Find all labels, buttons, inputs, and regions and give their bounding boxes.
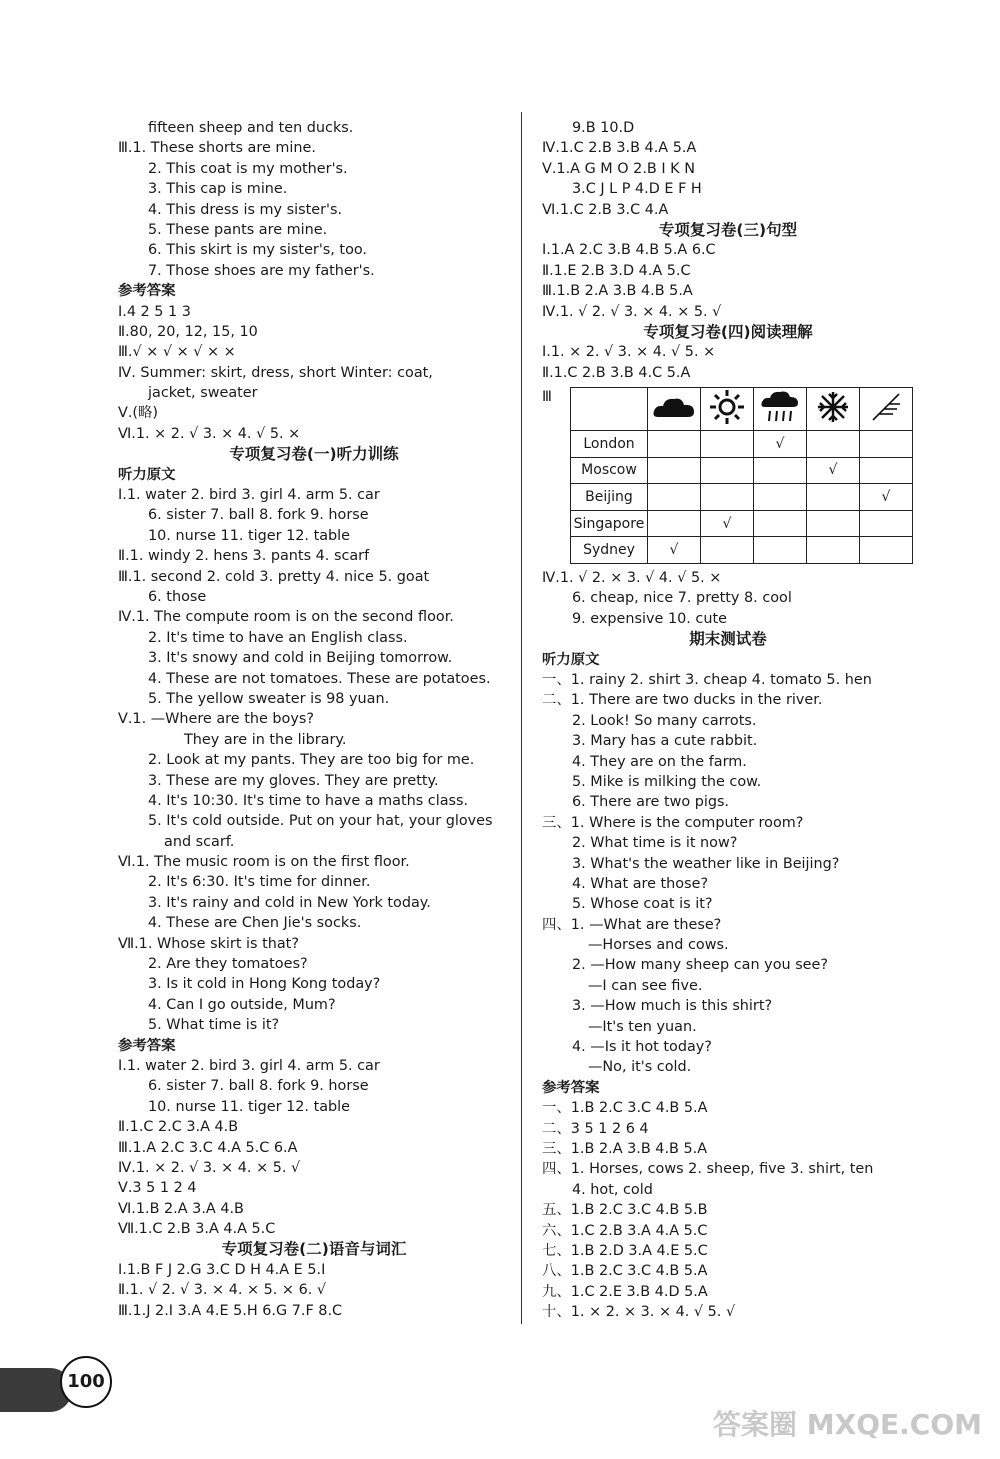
mark-cell <box>754 537 807 564</box>
text-line: 听力原文 <box>542 651 600 668</box>
text-line: Ⅴ.1. —Where are the boys? <box>118 711 314 728</box>
text-line: 4. These are Chen Jie's socks. <box>148 915 362 932</box>
text-line: 3. Mary has a cute rabbit. <box>572 733 758 750</box>
text-line: jacket, sweater <box>148 385 258 402</box>
text-line: 五、1.B 2.C 3.C 4.B 5.B <box>542 1202 708 1219</box>
text-line: Ⅰ.4 2 5 1 3 <box>118 303 191 320</box>
text-line: 听力原文 <box>118 466 176 483</box>
text-line: 九、1.C 2.E 3.B 4.D 5.A <box>542 1283 708 1300</box>
text-line: —No, it's cold. <box>588 1059 692 1076</box>
text-line: 六、1.C 2.B 3.A 4.A 5.C <box>542 1222 708 1239</box>
text-line: 6. There are two pigs. <box>572 794 730 811</box>
text-line: They are in the library. <box>184 731 347 748</box>
text-line: 2. It's 6:30. It's time for dinner. <box>148 874 371 891</box>
mark-cell <box>701 537 754 564</box>
text-line: —Horses and cows. <box>588 937 729 954</box>
text-line: 5. Whose coat is it? <box>572 896 713 913</box>
mark-cell <box>648 510 701 537</box>
text-line: Ⅵ.1. The music room is on the first floor. <box>118 854 410 871</box>
text-line: 专项复习卷(三)句型 <box>658 220 798 239</box>
text-line: 7. Those shoes are my father's. <box>148 262 375 279</box>
text-line: 八、1.B 2.C 3.C 4.B 5.A <box>542 1263 708 1280</box>
text-line: 6. cheap, nice 7. pretty 8. cool <box>572 590 792 607</box>
right-column <box>542 118 914 1323</box>
right-top-section <box>542 118 914 383</box>
city-cell: Sydney <box>571 537 648 564</box>
text-line: Ⅲ.1.A 2.C 3.C 4.A 5.C 6.A <box>118 1139 298 1156</box>
city-cell: Singapore <box>571 510 648 537</box>
mark-cell <box>701 457 754 484</box>
text-line: 4. —Is it hot today? <box>572 1039 712 1056</box>
text-line: 3. It's rainy and cold in New York today. <box>148 894 431 911</box>
mark-cell <box>860 510 913 537</box>
mark-cell <box>754 484 807 511</box>
city-cell: London <box>571 431 648 458</box>
table-label: Ⅲ <box>542 389 552 406</box>
text-line: Ⅵ.1.C 2.B 3.C 4.A <box>542 201 669 218</box>
text-line: Ⅳ. Summer: skirt, dress, short Winter: coat, <box>118 364 433 381</box>
text-line: Ⅳ.1. √ 2. × 3. √ 4. √ 5. × <box>542 570 722 587</box>
text-line: 4. It's 10:30. It's time to have a maths class. <box>148 792 469 809</box>
page-number: 100 <box>60 1356 112 1408</box>
text-line: Ⅴ.1.A G M O 2.B I K N <box>542 160 695 177</box>
text-line: 3.C J L P 4.D E F H <box>572 181 702 198</box>
mark-cell <box>701 484 754 511</box>
windy-icon <box>860 388 913 431</box>
mark-cell <box>860 431 913 458</box>
text-line: 2. Are they tomatoes? <box>148 956 308 973</box>
text-line: 3. It's snowy and cold in Beijing tomorrow. <box>148 650 453 667</box>
text-line: 4. hot, cold <box>572 1181 653 1198</box>
weather-table <box>570 387 913 564</box>
mark-cell <box>860 457 913 484</box>
text-line: 4. These are not tomatoes. These are potatoes. <box>148 670 491 687</box>
text-line: Ⅲ.1.B 2.A 3.B 4.B 5.A <box>542 283 693 300</box>
text-line: Ⅵ.1. × 2. √ 3. × 4. √ 5. × <box>118 425 301 442</box>
text-line: 5. Mike is milking the cow. <box>572 773 762 790</box>
table-row <box>571 457 913 484</box>
text-line: 9. expensive 10. cute <box>572 610 727 627</box>
text-line: 三、1.B 2.A 3.B 4.B 5.A <box>542 1140 708 1157</box>
text-line: 6. sister 7. ball 8. fork 9. horse <box>148 507 369 524</box>
text-line: 9.B 10.D <box>572 120 635 136</box>
text-line: Ⅰ.1. × 2. √ 3. × 4. √ 5. × <box>542 344 716 361</box>
text-line: 十、1. × 2. × 3. × 4. √ 5. √ <box>542 1304 736 1321</box>
text-line: 10. nurse 11. tiger 12. table <box>148 527 351 544</box>
mark-cell <box>807 484 860 511</box>
text-line: 5. What time is it? <box>148 1017 280 1034</box>
mark-cell <box>807 431 860 458</box>
text-line: Ⅲ.1. These shorts are mine. <box>118 140 316 157</box>
text-line: 6. sister 7. ball 8. fork 9. horse <box>148 1078 369 1095</box>
text-line: Ⅶ.1. Whose skirt is that? <box>118 935 299 952</box>
text-line: 10. nurse 11. tiger 12. table <box>148 1098 351 1115</box>
text-line: Ⅰ.1. water 2. bird 3. girl 4. arm 5. car <box>118 1057 380 1074</box>
text-line: 一、1. rainy 2. shirt 3. cheap 4. tomato 5. hen <box>542 672 872 688</box>
text-line: 5. These pants are mine. <box>148 221 328 238</box>
text-line: 4. Can I go outside, Mum? <box>148 996 336 1013</box>
mark-cell <box>860 537 913 564</box>
text-line: Ⅱ.1. windy 2. hens 3. pants 4. scarf <box>118 548 370 565</box>
text-line: 4. They are on the farm. <box>572 753 747 770</box>
text-line: —I can see five. <box>588 977 703 994</box>
sunny-icon <box>701 388 754 431</box>
table-row <box>571 510 913 537</box>
table-row <box>571 431 913 458</box>
mark-cell: √ <box>754 431 807 458</box>
text-line: Ⅵ.1.B 2.A 3.A 4.B <box>118 1200 244 1217</box>
text-line: —It's ten yuan. <box>588 1018 697 1035</box>
cloudy-icon <box>648 388 701 431</box>
text-line: 专项复习卷(四)阅读理解 <box>643 322 813 341</box>
text-line: 参考答案 <box>542 1079 600 1096</box>
table-row <box>571 537 913 564</box>
watermark: 答案圈 MXQE.COM <box>713 1408 982 1441</box>
text-line: 参考答案 <box>118 1037 176 1054</box>
mark-cell <box>648 431 701 458</box>
text-line: 5. It's cold outside. Put on your hat, your gloves <box>148 813 493 830</box>
text-line: 3. This cap is mine. <box>148 181 288 198</box>
text-line: 2. Look! So many carrots. <box>572 712 757 729</box>
text-line: Ⅰ.1.B F J 2.G 3.C D H 4.A E 5.I <box>118 1261 326 1278</box>
mark-cell: √ <box>648 537 701 564</box>
text-line: 四、1. Horses, cows 2. sheep, five 3. shirt, ten <box>542 1161 874 1178</box>
text-line: 2. What time is it now? <box>572 835 738 852</box>
text-line: Ⅴ.3 5 1 2 4 <box>118 1180 197 1197</box>
text-line: 3. Is it cold in Hong Kong today? <box>148 976 381 993</box>
mark-cell <box>807 537 860 564</box>
text-line: 2. —How many sheep can you see? <box>572 957 829 974</box>
text-line: 三、1. Where is the computer room? <box>542 814 804 831</box>
text-line: 5. The yellow sweater is 98 yuan. <box>148 690 390 707</box>
mark-cell <box>648 457 701 484</box>
text-line: Ⅰ.1. water 2. bird 3. girl 4. arm 5. car <box>118 487 380 504</box>
text-line: fifteen sheep and ten ducks. <box>148 120 354 136</box>
text-line: Ⅱ.1.C 2.C 3.A 4.B <box>118 1119 239 1136</box>
text-line: 四、1. —What are these? <box>542 916 722 933</box>
text-line: Ⅳ.1. × 2. √ 3. × 4. × 5. √ <box>118 1159 301 1176</box>
right-bottom-section <box>542 568 914 1322</box>
text-line: Ⅰ.1.A 2.C 3.B 4.B 5.A 6.C <box>542 242 716 259</box>
text-line: and scarf. <box>164 833 235 850</box>
text-line: Ⅲ.1. second 2. cold 3. pretty 4. nice 5. goat <box>118 568 430 585</box>
table-row <box>571 484 913 511</box>
mark-cell: √ <box>860 484 913 511</box>
table-corner-cell <box>571 388 648 431</box>
text-line: Ⅶ.1.C 2.B 3.A 4.A 5.C <box>118 1221 276 1238</box>
mark-cell <box>754 510 807 537</box>
mark-cell <box>701 431 754 458</box>
mark-cell <box>648 484 701 511</box>
text-line: Ⅳ.1. √ 2. √ 3. × 4. × 5. √ <box>542 303 722 320</box>
city-cell: Moscow <box>571 457 648 484</box>
text-line: Ⅱ.1.E 2.B 3.D 4.A 5.C <box>542 262 691 279</box>
text-line: 6. This skirt is my sister's, too. <box>148 242 368 259</box>
text-line: 专项复习卷(二)语音与词汇 <box>221 1240 407 1259</box>
text-line: 二、3 5 1 2 6 4 <box>542 1120 649 1137</box>
text-line: 一、1.B 2.C 3.C 4.B 5.A <box>542 1100 708 1117</box>
column-divider <box>521 112 522 1324</box>
text-line: 3. What's the weather like in Beijing? <box>572 855 840 872</box>
text-line: Ⅳ.1.C 2.B 3.B 4.A 5.A <box>542 140 697 157</box>
text-line: 3. These are my gloves. They are pretty. <box>148 772 439 789</box>
text-line: Ⅱ.1. √ 2. √ 3. × 4. × 5. × 6. √ <box>118 1282 327 1299</box>
snowy-icon <box>807 388 860 431</box>
text-line: 6. those <box>148 588 207 605</box>
city-cell: Beijing <box>571 484 648 511</box>
text-line: 2. This coat is my mother's. <box>148 160 348 177</box>
text-line: 期末测试卷 <box>689 630 767 649</box>
text-line: 专项复习卷(一)听力训练 <box>229 445 399 464</box>
text-line: Ⅱ.1.C 2.B 3.B 4.C 5.A <box>542 364 691 381</box>
text-line: Ⅴ.(略) <box>118 405 159 422</box>
mark-cell <box>754 457 807 484</box>
text-line: 七、1.B 2.D 3.A 4.E 5.C <box>542 1242 708 1259</box>
text-line: Ⅳ.1. The compute room is on the second floor. <box>118 609 454 626</box>
text-line: 4. This dress is my sister's. <box>148 201 343 218</box>
text-line: 4. What are those? <box>572 875 709 892</box>
text-line: Ⅲ.√ × √ × √ × × <box>118 344 236 361</box>
text-line: 2. Look at my pants. They are too big for me. <box>148 752 475 769</box>
text-line: Ⅱ.80, 20, 12, 15, 10 <box>118 323 258 340</box>
text-line: 3. —How much is this shirt? <box>572 998 773 1015</box>
mark-cell <box>807 510 860 537</box>
text-line: 2. It's time to have an English class. <box>148 629 408 646</box>
rainy-icon <box>754 388 807 431</box>
text-line: 参考答案 <box>118 283 176 300</box>
left-column <box>118 118 510 1321</box>
mark-cell: √ <box>701 510 754 537</box>
mark-cell: √ <box>807 457 860 484</box>
text-line: Ⅲ.1.J 2.I 3.A 4.E 5.H 6.G 7.F 8.C <box>118 1302 343 1319</box>
text-line: 二、1. There are two ducks in the river. <box>542 692 823 709</box>
